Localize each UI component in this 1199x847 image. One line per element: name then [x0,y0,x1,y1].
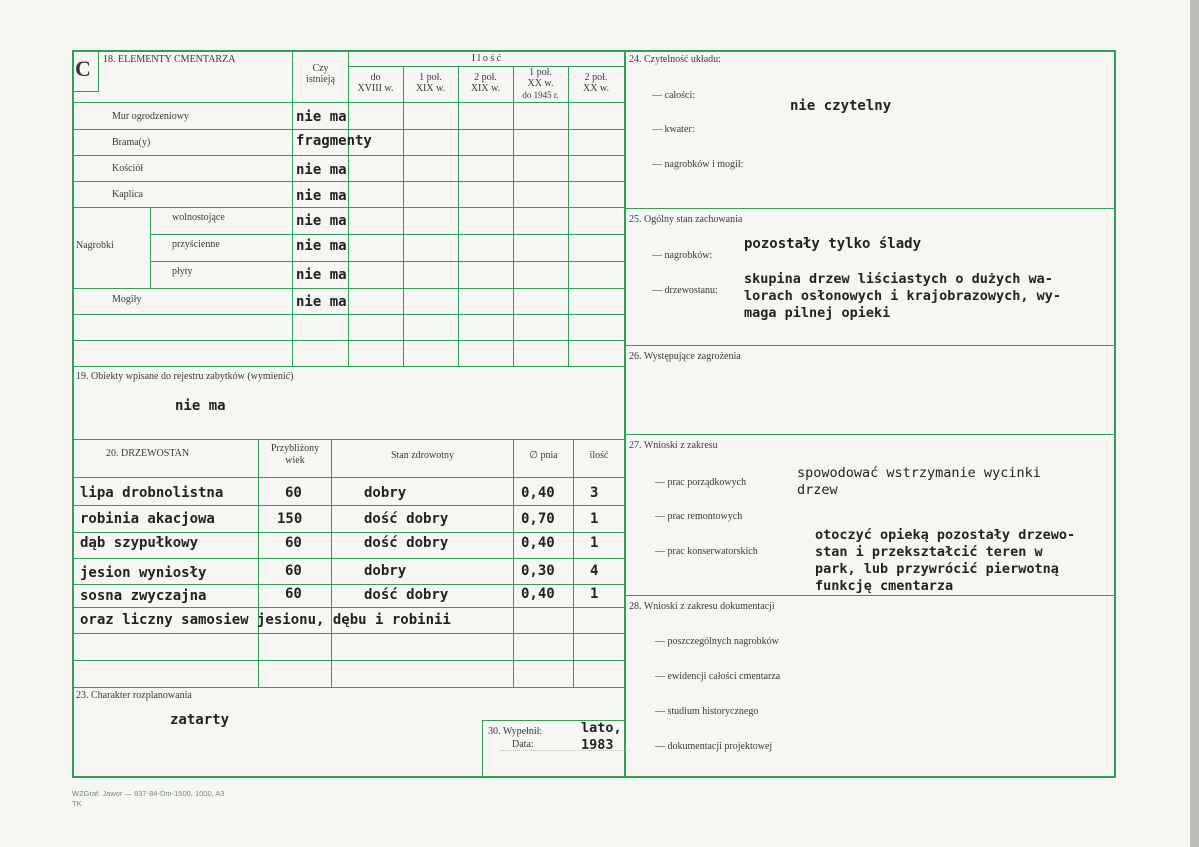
s18-row-label: Kościół [112,163,144,174]
s24-bottom [624,208,1116,209]
tree-species: sosna zwyczajna [80,588,207,604]
s20-bottom [72,687,624,688]
s18-value: nie ma [296,188,347,204]
tree-age: 150 [277,511,303,527]
tree-count: 1 [590,586,599,602]
s18-row-label: Kaplica [112,189,144,200]
frame-top [72,50,1116,52]
s25-drzewostanu: — drzewostanu: [652,285,718,296]
tree-health: dobry [364,563,407,579]
s19-title: 19. Obiekty wpisane do rejestru zabytków (wymienić) [76,371,294,382]
s27-kons-line: otoczyć opieką pozostały drzewo- [815,527,1076,543]
tree-trunk: 0,70 [521,511,555,527]
s18-period-1a: do [370,72,381,83]
s18-row-label: Brama(y) [112,137,151,148]
tree-trunk: 0,40 [521,485,555,501]
s18-value: nie ma [296,238,347,254]
s18-bottom [72,366,624,367]
s18-value: fragmenty [296,133,372,149]
s28-item: — studium historycznego [655,706,759,717]
s18-row-line [72,155,624,156]
s20-head-pnia: ∅ pnia [529,450,558,461]
s20-top [72,439,624,440]
s18-row-label: Mogiły [112,294,142,305]
s25-title: 25. Ogólny stan zachowania [629,214,743,225]
s18-period-4c: do 1945 r. [522,90,559,100]
s18-value: nie ma [296,162,347,178]
tree-trunk: 0,40 [521,535,555,551]
s18-row-label: Mur ogrodzeniowy [112,111,189,122]
s24-value: nie czytelny [790,98,892,114]
s24-calosci: — całości: [652,90,696,101]
s27-kons-line: funkcję cmentarza [815,578,954,594]
s28-item: — dokumentacji projektowej [655,741,773,752]
tree-species: jesion wyniosły [80,565,207,581]
tree-count: 1 [590,511,599,527]
tree-age: 60 [285,535,302,551]
s18-period-4b: XX w. [527,78,554,89]
s28-title: 28. Wnioski z zakresu dokumentacji [629,601,775,612]
s18-period-3a: 2 poł. [474,72,497,83]
s20-row-line [72,607,624,608]
s18-row-label: wolnostojące [172,212,225,223]
s25-drzewostanu-line: skupina drzew liściastych o dużych wa- [744,271,1053,287]
s18-c-box-v [98,50,99,92]
frame-left [72,50,74,778]
tree-age: 60 [285,586,302,602]
frame-bottom [72,776,1116,778]
s20-row-line [72,633,624,634]
s26-bottom [624,434,1116,435]
s18-sep-v5 [513,66,514,366]
s25-drzewostanu-line: maga pilnej opieki [744,305,891,321]
s20-head-bottom [72,477,624,478]
s27-rem: — prac remontowych [655,511,743,522]
s18-row-label: przyścienne [172,239,220,250]
section-letter: C [75,56,91,81]
s24-title: 24. Czytelność układu: [629,54,721,65]
s20-note: oraz liczny samosiew jesionu, dębu i robinii [80,612,451,628]
s18-row-line [72,129,624,130]
s18-period-4a: 1 poł. [529,67,552,78]
s18-value: nie ma [296,267,347,283]
s25-nagrobkow: — nagrobków: [652,250,713,261]
s23-value: zatarty [170,712,230,728]
divider-center [624,50,626,778]
tree-trunk: 0,30 [521,563,555,579]
tree-health: dość dobry [364,587,449,603]
paper-edge [1190,0,1199,847]
s30-filled-by: lato, [581,720,622,736]
s28-item: — ewidencji całości cmentarza [655,671,781,682]
tree-age: 60 [285,485,302,501]
s27-kons-line: park, lub przywrócić pierwotną [815,561,1059,577]
s27-porz-line: drzew [797,482,838,498]
s18-sep-v3 [403,66,404,366]
s18-row-line [150,234,624,235]
tree-health: dobry [364,485,407,501]
s20-head-wiek-2: wiek [285,455,305,466]
s30-box-left [482,720,483,778]
s25-nagrobkow-value: pozostały tylko ślady [744,236,922,252]
s18-ilosc-h [348,66,624,67]
printer-code: TK [72,799,82,808]
s27-bottom [624,595,1116,596]
s18-title: 18. ELEMENTY CMENTARZA [103,54,236,65]
s18-c-box-h [72,91,98,92]
s18-sep-v1 [292,50,293,366]
tree-count: 3 [590,485,599,501]
s20-head-ilosc: ilość [589,450,609,461]
tree-health: dość dobry [364,535,449,551]
s20-row-line [72,532,624,533]
s18-nagrobki-label: Nagrobki [76,240,114,251]
s18-row-line [72,314,624,315]
s18-period-5b: XX w. [582,83,609,94]
s20-row-line [72,505,624,506]
s20-head-wiek-1: Przybliżony [270,443,320,454]
s30-date: 1983 [581,737,614,753]
s20-head-stan: Stan zdrowotny [390,450,455,461]
s18-row-line [72,340,624,341]
s18-row-line [150,261,624,262]
s27-kons: — prac konserwatorskich [655,546,758,557]
s23-title: 23. Charakter rozplanowania [76,690,192,701]
tree-health: dość dobry [364,511,449,527]
s24-nagrobkow: — nagrobków i mogił: [652,159,744,170]
s18-sep-v6 [568,66,569,366]
tree-species: lipa drobnolistna [80,485,224,501]
s27-title: 27. Wnioski z zakresu [629,440,718,451]
s30-data-label: Data: [512,739,534,750]
tree-count: 1 [590,535,599,551]
s20-title: 20. DRZEWOSTAN [106,448,190,459]
s18-period-2b: XIX w. [415,83,446,94]
s18-period-2a: 1 poł. [419,72,442,83]
s27-porz: — prac porządkowych [655,477,747,488]
s18-value: nie ma [296,294,347,310]
tree-species: dąb szypułkowy [80,535,199,551]
s18-sep-v2 [348,50,349,366]
s19-value: nie ma [175,398,226,414]
s18-period-1b: XVIII w. [357,83,394,94]
tree-species: robinia akacjowa [80,511,215,527]
s18-head-bottom [72,102,624,103]
s18-ilosc-label: I l o ś ć [471,53,502,64]
tree-count: 4 [590,563,599,579]
s18-period-5a: 2 poł. [584,72,608,83]
s27-porz-line: spowodować wstrzymanie wycinki [797,465,1041,481]
s18-row-label: płyty [172,266,193,277]
s20-row-line [72,558,624,559]
s27-kons-line: stan i przekształcić teren w [815,544,1043,560]
s30-title: 30. Wypełnił: [488,726,543,737]
s18-czy-label-1: Czy [312,63,329,74]
printer-imprint: WZGraf. Jawor — 837-84-Dm-1500, 1000, A3 [72,789,225,798]
s18-value: nie ma [296,109,347,125]
s24-kwater: — kwater: [652,124,695,135]
s18-czy-label-2: istnieją [306,74,335,85]
s28-item: — poszczególnych nagrobków [655,636,779,647]
s25-drzewostanu-line: lorach osłonowych i krajobrazowych, wy- [744,288,1061,304]
frame-right [1114,50,1116,778]
s18-value: nie ma [296,213,347,229]
s26-title: 26. Występujące zagrożenia [629,351,741,362]
tree-trunk: 0,40 [521,586,555,602]
s18-period-3b: XIX w. [470,83,501,94]
s18-row-line [72,181,624,182]
tree-age: 60 [285,563,302,579]
s20-row-line [72,660,624,661]
s18-row-line [72,288,624,289]
stamp-mark [500,750,630,771]
s25-bottom [624,345,1116,346]
s18-nagrobki-v [150,208,151,288]
s18-sep-v4 [458,66,459,366]
s18-row-line [72,207,624,208]
